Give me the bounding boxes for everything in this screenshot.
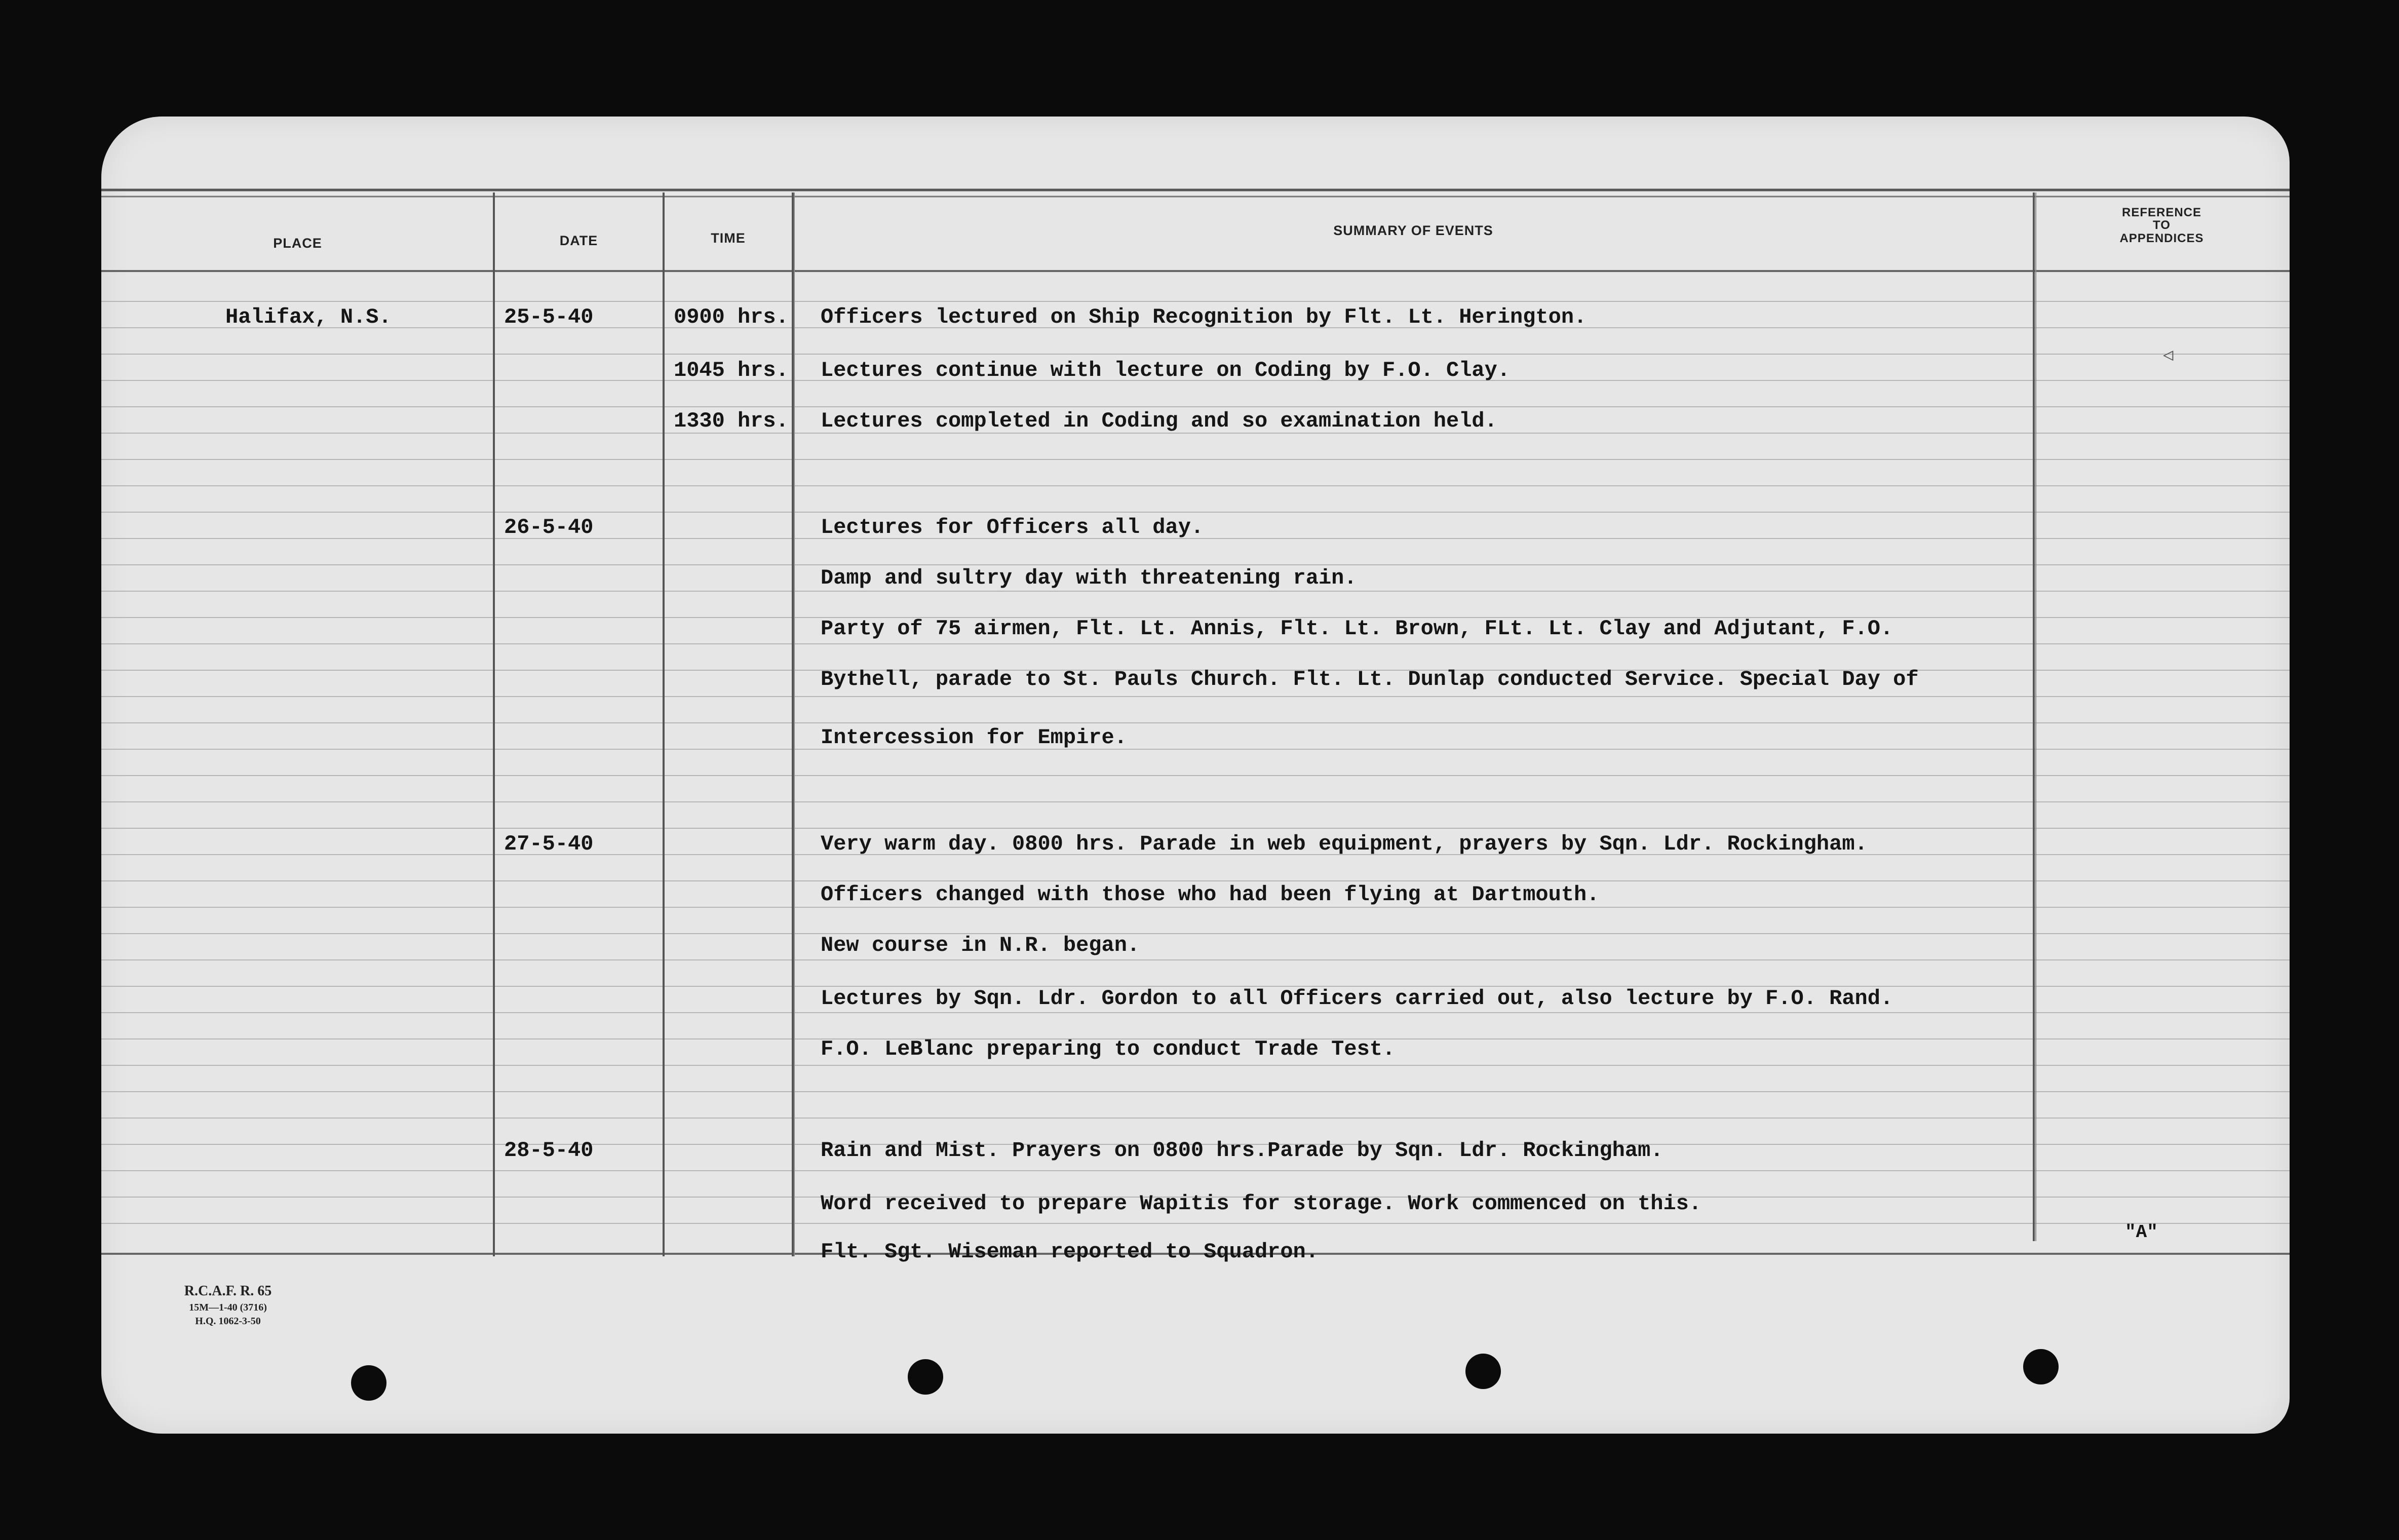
header-date: DATE	[559, 233, 598, 248]
entry-summary: Flt. Sgt. Wiseman reported to Squadron.	[821, 1240, 1319, 1264]
punch-hole-1	[351, 1365, 386, 1401]
entry-time: 0900 hrs.	[674, 305, 789, 329]
header-reference	[2034, 185, 2290, 266]
entry-summary: New course in N.R. began.	[821, 933, 1140, 957]
punch-hole-4	[2023, 1349, 2059, 1384]
entry-summary: Very warm day. 0800 hrs. Parade in web equipment, prayers by Sqn. Ldr. Rockingham.	[821, 832, 1868, 856]
entry-summary: Word received to prepare Wapitis for storage. Work commenced on this.	[821, 1191, 1702, 1216]
entry-summary: Rain and Mist. Prayers on 0800 hrs.Parade by Sqn. Ldr. Rockingham.	[821, 1138, 1663, 1163]
appendix-reference: "A"	[2125, 1222, 2158, 1243]
entry-summary: Lectures continue with lecture on Coding by F.O. Clay.	[821, 358, 1511, 382]
entry-date: 28-5-40	[504, 1138, 594, 1163]
entry-date: 25-5-40	[504, 305, 594, 329]
diary-form-card	[101, 117, 2290, 1434]
punch-hole-2	[908, 1359, 943, 1395]
form-number-line1: R.C.A.F. R. 65	[184, 1283, 272, 1299]
form-number-line2: 15M—1-40 (3716)	[189, 1301, 267, 1313]
entry-summary: Lectures completed in Coding and so examination held.	[821, 409, 1497, 433]
entry-summary: Bythell, parade to St. Pauls Church. Flt. Lt. Dunlap conducted Service. Special Day of	[821, 667, 1919, 691]
entry-summary: Officers lectured on Ship Recognition by Flt. Lt. Herington.	[821, 305, 1587, 329]
entry-summary: Officers changed with those who had been flying at Dartmouth.	[821, 882, 1600, 907]
entry-date: 26-5-40	[504, 515, 594, 540]
pencil-mark: ◁	[2163, 346, 2174, 366]
form-number-line3: H.Q. 1062-3-50	[195, 1315, 261, 1327]
header-reference-text: REFERENCE TO APPENDICES	[2119, 206, 2204, 245]
header-time: TIME	[711, 230, 746, 246]
entry-date: 27-5-40	[504, 832, 594, 856]
form-number	[152, 1282, 304, 1328]
header-summary: SUMMARY OF EVENTS	[1333, 222, 1493, 238]
entry-summary: Lectures for Officers all day.	[821, 515, 1204, 540]
entry-summary: Lectures by Sqn. Ldr. Gordon to all Officers carried out, also lecture by F.O. Rand.	[821, 986, 1893, 1011]
entry-time: 1045 hrs.	[674, 358, 789, 382]
entry-summary: F.O. LeBlanc preparing to conduct Trade Test.	[821, 1037, 1396, 1061]
entry-time: 1330 hrs.	[674, 409, 789, 433]
header-place: PLACE	[273, 235, 322, 251]
entry-summary: Party of 75 airmen, Flt. Lt. Annis, Flt. Lt. Brown, FLt. Lt. Clay and Adjutant, F.O.	[821, 617, 1893, 641]
entry-summary: Intercession for Empire.	[821, 725, 1127, 750]
entry-summary: Damp and sultry day with threatening rain.	[821, 566, 1357, 590]
place-cell: Halifax, N.S.	[225, 305, 392, 329]
punch-hole-3	[1465, 1354, 1501, 1389]
